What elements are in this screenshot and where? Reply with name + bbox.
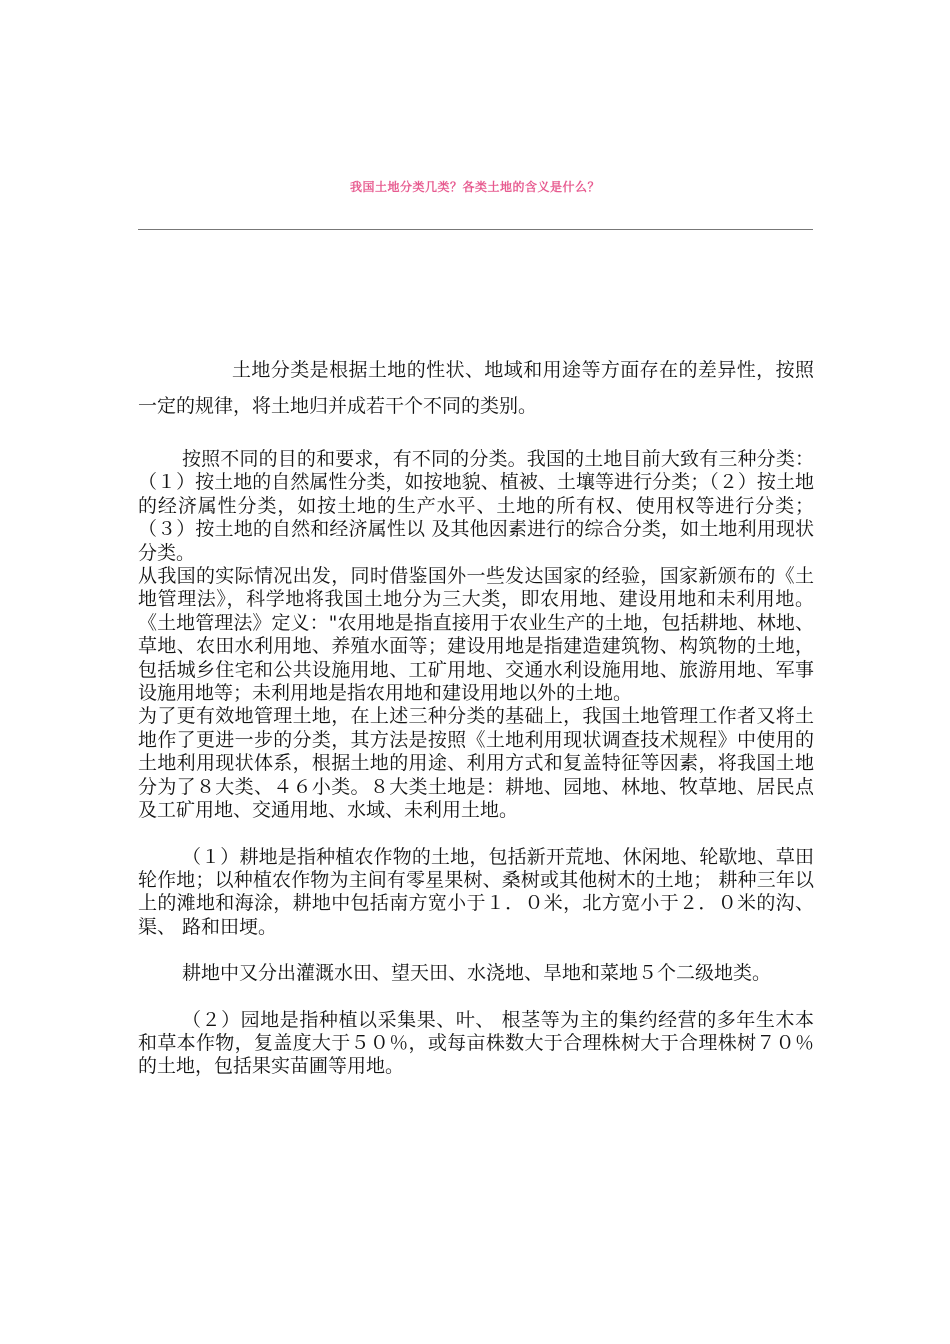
header-divider [138,229,813,230]
intro-section [138,352,814,424]
paragraph-eight-categories: 为了更有效地管理土地，在上述三种分类的基础上，我国土地管理工作者又将土地作了更进一步的分类，其方法是按照《土地利用现状调查技术规程》中使用的土地利用现状体系，根据土地的用途、利用方式和复盖特征等因素，将我国土地分为了８大类、４６小类。８大类土地是：耕地、园地、林地、牧草地、居民点及工矿用地、交通用地、水域、未利用土地。 [138,705,814,822]
paragraph-cultivated-land: （１）耕地是指种植农作物的土地，包括新开荒地、休闲地、轮歇地、草田轮作地；以种植农作物为主间有零星果树、桑树或其他树木的土地； 耕种三年以上的滩地和海涂，耕地中包括南方宽小于１．０米，北方宽小于２．０米的沟、渠、 路和田埂。 [138,845,814,938]
paragraph-classification-types: 按照不同的目的和要求，有不同的分类。我国的土地目前大致有三种分类：（１）按土地的自然属性分类，如按地貌、植被、土壤等进行分类；（２）按土地的经济属性分类，如按土地的生产水平、土地的所有权、使用权等进行分类；（３）按土地的自然和经济属性以 及其他因素进行的综合分类，如土地利用现状分类。 [138,448,814,564]
page-header-title: 我国土地分类几类？各类土地的含义是什么？ [349,180,600,194]
paragraph-cultivated-subtypes: 耕地中又分出灌溉水田、望天田、水浇地、旱地和菜地５个二级地类。 [182,962,772,985]
paragraph-garden-land: （２）园地是指种植以采集果、叶、 根茎等为主的集约经营的多年生木本和草本作物，复盖度大于５０％，或每亩株数大于合理株树大于合理株树７０％的土地，包括果实苗圃等用地。 [138,1008,814,1078]
body-section [138,448,814,1079]
intro-paragraph: 土地分类是根据土地的性状、地域和用途等方面存在的差异性，按照一定的规律，将土地归并成若干个不同的类别。 [138,359,814,417]
paragraph-land-law: 从我国的实际情况出发，同时借鉴国外一些发达国家的经验，国家新颁布的《土地管理法》，科学地将我国土地分为三大类，即农用地、建设用地和未利用地。《土地管理法》定义："农用地是指直接用于农业生产的土地，包括耕地、林地、草地、农田水利用地、养殖水面等；建设用地是指建造建筑物、构筑物的土地，包括城乡住宅和公共设施用地、工矿用地、交通水利设施用地、旅游用地、军事设施用地等；未利用地是指农用地和建设用地以外的土地。 [138,565,814,705]
